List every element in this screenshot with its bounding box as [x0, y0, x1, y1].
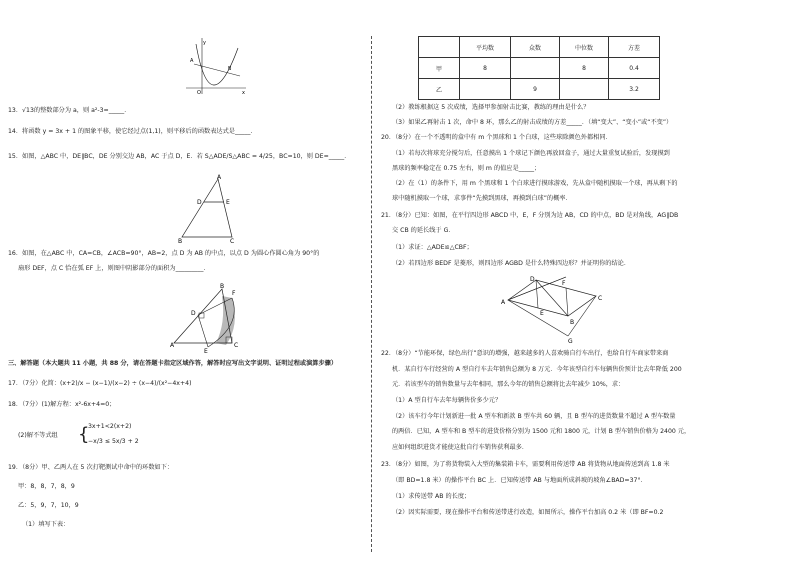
- parallelogram-figure: [498, 274, 608, 344]
- question-21-part1: （1）求证：△ADE≌△CBF；: [392, 244, 473, 251]
- question-21-part2: （2）若四边形 BEDF 是菱形，则四边形 AGBD 是什么特殊四边形？并证明你的结论．: [392, 260, 631, 267]
- label-a: A: [170, 342, 175, 349]
- label-d: D: [197, 199, 202, 206]
- label-f: F: [562, 280, 566, 287]
- segment-fb: [566, 288, 568, 316]
- triangle-figure: [172, 173, 242, 245]
- score-table: [418, 36, 660, 100]
- label-e: E: [204, 348, 208, 353]
- question-19-part3: （3）如果乙再射击 1 次，命中 8 环，那么乙的射击成绩的方差_____．（填“变大”、“变小”或“不变”）: [392, 119, 673, 126]
- table-cell: 9: [511, 79, 560, 100]
- line-ab: [194, 64, 240, 76]
- table-header-cell: [419, 37, 460, 58]
- question-23-part2: （2）因实际需要，现在操作平台和传送带进行改造，如图所示，操作平台加高 0.2 米（即 BF=0.2: [392, 509, 664, 516]
- table-header-row: [419, 37, 660, 58]
- label-b: B: [570, 319, 575, 326]
- question-13: 13．√13的整数部分为 a，则 a²-3=_____．: [8, 107, 131, 114]
- scores-yi: 乙：5，9，7，10，9: [18, 502, 79, 509]
- question-22-part2-line1: （2）该车行今年计划新进一批 A 型车和新款 B 型车共 60 辆，且 B 型车的进货数量不超过 A 型车数量: [392, 413, 676, 420]
- question-22-part1: （1）A 型自行车去年每辆售价多少元？: [392, 397, 502, 404]
- question-23-line2: （即 BD=1.8 米）的操作平台 BC 上．已知传送带 AB 与地面所成斜坡的坡角∠BAD=37°．: [392, 477, 647, 484]
- label-o: O: [197, 90, 201, 96]
- question-19-part2: （2）教练根据这 5 次成绩，选择甲参加射击比赛，教练的理由是什么？: [392, 104, 590, 111]
- label-d: D: [530, 276, 535, 283]
- question-18-part2: (2)解不等式组: [18, 432, 58, 439]
- table-cell: 8: [460, 58, 511, 79]
- question-17: 17．（7分）化简：(x+2)/x − (x−1)/(x−2) ÷ (x−4)/(x²−4x+4): [8, 380, 192, 387]
- label-a: A: [501, 299, 506, 306]
- label-b: B: [220, 283, 225, 290]
- question-22-line2: 机．某自行车行经营的 A 型自行车去年销售总额为 8 万元．今年该型自行车每辆售价预计比去年降低 200: [392, 366, 682, 373]
- table-cell: 0.4: [609, 58, 660, 79]
- table-header-cell: 中位数: [560, 37, 609, 58]
- radius-de: [198, 315, 208, 347]
- question-20-part1-line2: 黑球的频率稳定在 0.75 左右，则 m 的值应是_____；: [392, 165, 541, 172]
- question-15: 15．如图，△ABC 中，DE∥BC，DE 分别交边 AB，AC 于点 D，E．若 S△ADE/S△ABC = 4/25，BC=10，则 DE=_____．: [8, 153, 351, 160]
- question-19-part1: （1）填写下表：: [22, 521, 70, 528]
- segment-cg: [568, 296, 596, 336]
- question-23-line1: 23．（8分）如图，为了将货物装入大型的集装箱卡车，需要利用传送带 AB 将货物从地面传送到高 1.8 米: [381, 461, 670, 468]
- label-f: F: [232, 290, 236, 297]
- label-e: E: [226, 199, 230, 206]
- scores-jia: 甲：8，8，7，8，9: [18, 483, 75, 490]
- label-c: C: [234, 342, 239, 349]
- segment-de: [536, 280, 538, 308]
- question-20-part2-line1: （2）在（1）的条件下，用 m 个黑球和 1 个白球进行摸球游戏，先从盒中随机摸取一个球，再从剩下的: [392, 180, 678, 187]
- question-18-part1: 18．（7分）(1)解方程：x²-6x+4=0；: [8, 401, 116, 408]
- triangle-abc: [182, 179, 232, 237]
- question-21-line1: 21．（8分）已知：如图，在平行四边形 ABCD 中，E，F 分别为边 AB，CD 的中点，BD 是对角线，AG∥DB: [381, 212, 679, 219]
- table-header-cell: 众数: [511, 37, 560, 58]
- parabola-figure: [180, 36, 250, 96]
- table-header-cell: 平均数: [460, 37, 511, 58]
- table-cell: 甲: [419, 58, 460, 79]
- table-cell: [560, 79, 609, 100]
- question-22-part2-line2: 的两倍．已知，A 型车和 B 型车的进货价格分别为 1500 元和 1800 元，计划 B 型车销售价格为 2400 元，: [392, 428, 691, 435]
- question-16-line2: 扇形 DEF，点 C 恰在弧 EF 上，则图中阴影部分的面积为_________．: [18, 265, 210, 272]
- label-c: C: [230, 238, 235, 245]
- table-header-cell: 方差: [609, 37, 660, 58]
- question-14: 14．将函数 y = 3x + 1 的图象平移，使它经过点(1,1)，则平移后的函数表达式是_____．: [8, 128, 257, 135]
- label-g: G: [568, 338, 573, 344]
- question-20-intro: 20．（8分）在一个不透明的盒中有 m 个黑球和 1 个白球，这些球除颜色外都相同．: [381, 134, 612, 141]
- question-22-line3: 元．若该型车的销售数量与去年相同，那么今年的销售总额将比去年减少 10%，求：: [392, 381, 625, 388]
- column-divider: [371, 36, 372, 552]
- table-cell: [511, 58, 560, 79]
- question-23-part1: （1）求传送带 AB 的长度；: [392, 493, 471, 500]
- table-cell: [460, 79, 511, 100]
- table-row: [419, 58, 660, 79]
- label-a: A: [190, 58, 194, 64]
- inequality-2: −x/3 ≤ 5x/3 + 2: [88, 438, 139, 445]
- label-y: y: [203, 40, 206, 46]
- table-row: [419, 79, 660, 100]
- parabola-curve: [196, 44, 238, 85]
- label-b: B: [228, 66, 232, 72]
- question-22-line1: 22．（8分）“节能环保，绿色出行”意识的增强，越来越多的人喜欢骑自行车出行，也给自行车商家带来商: [381, 350, 669, 357]
- brace-icon: {: [78, 424, 90, 445]
- label-x: x: [242, 90, 245, 96]
- label-d: D: [191, 310, 196, 317]
- table-cell: 3.2: [609, 79, 660, 100]
- question-22-part2-line3: 应如何组织进货才能使这批自行车销售获利最多．: [392, 444, 529, 451]
- label-e: E: [540, 310, 544, 317]
- question-21-line2: 交 CB 的延长线于 G．: [392, 227, 455, 234]
- question-20-part1-line1: （1）若每次将球充分搅匀后，任意摸出 1 个球记下颜色再放回盒子，通过大量重复试验后，发现摸到: [392, 150, 670, 157]
- table-cell: 乙: [419, 79, 460, 100]
- section-3-heading: 三、解答题（本大题共 11 小题，共 88 分，请在答题卡指定区域作答，解答时应写出文字说明、证明过程或演算步骤）: [8, 360, 338, 367]
- question-19-intro: 19．（8分）甲、乙两人在 5 次打靶测试中命中的环数如下：: [8, 464, 174, 471]
- question-16-line1: 16．如图，在△ABC 中，CA=CB，∠ACB=90°，AB=2，点 D 为 AB 的中点，以点 D 为圆心作圆心角为 90°的: [8, 250, 320, 257]
- label-b: B: [178, 238, 183, 245]
- label-c: C: [598, 295, 603, 302]
- label-a: A: [217, 174, 222, 181]
- table-cell: 8: [560, 58, 609, 79]
- inequality-1: 3x+1<2(x+2): [88, 423, 132, 430]
- question-20-part2-line2: 球中随机摸取一个球，求事件“先摸到黑球，再摸到白球”的概率．: [392, 195, 572, 202]
- sector-figure: [168, 281, 248, 353]
